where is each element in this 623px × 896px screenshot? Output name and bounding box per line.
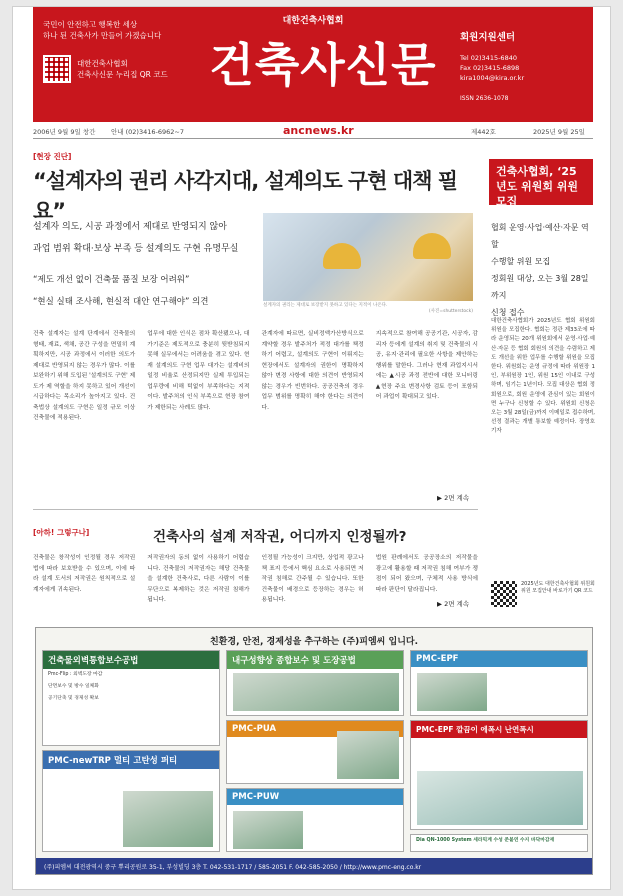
newspaper-title: 건축사신문 bbox=[209, 38, 437, 92]
quote-2: “현실 실태 조사해, 현실적 대안 연구해야” 의견 bbox=[33, 297, 209, 307]
ad-product-image bbox=[123, 791, 213, 847]
ad-product-title: PMC-EPF bbox=[411, 651, 587, 667]
ad-product-box bbox=[42, 650, 220, 746]
contact-fax: Fax 02)3415-6898 bbox=[460, 64, 520, 72]
ad-product-image bbox=[233, 673, 399, 711]
ad-product-image bbox=[233, 811, 303, 849]
article2-headline[interactable]: 건축사의 설계 저작권, 어디까지 인정될까? bbox=[153, 529, 407, 545]
body-col-1: 건축 설계자는 설계 단계에서 건축물의 형태, 재료, 색채, 공간 구성을 면밀히 계획하지만, 시공 과정에서 이러한 의도가 제대로 반영되지 않는 경우가 많다. 이를 보완하기 위해 도입된 '설계의도 구현' 제도가 제 역할을 하지 못하고 있어 개선이 시급하다는 목소리가 높아지고 있다. 건축법상 설계의도 구현은 일정 규모 이상 건축물에 적용된다. bbox=[33, 331, 136, 421]
ad-product-box bbox=[226, 788, 404, 852]
article-tag: [현장 진단] bbox=[33, 152, 72, 161]
main-headline[interactable]: “설계자의 권리 사각지대, 설계의도 구현 대책 필요” bbox=[33, 169, 458, 223]
sidebar-sub-line: 협회 운영·사업·예산·자문 역할 bbox=[491, 223, 589, 249]
ad-product-image bbox=[417, 771, 583, 825]
continued-link[interactable]: ▶ 2면 계속 bbox=[437, 494, 470, 502]
newspaper-page bbox=[12, 6, 611, 890]
publisher-name: 대한건축사협회 bbox=[282, 16, 344, 26]
ad-product-box bbox=[42, 750, 220, 852]
ad-footer[interactable]: (주)피엠씨 대전광역시 중구 뿌리공원로 35-1, 부성빌딩 3층 T. 042-531-1717 / 585-2051 F. 042-585-2050 / http://www.pmc-eng.co.kr bbox=[36, 858, 592, 874]
contact-tel: Tel 02)3415-6840 bbox=[460, 54, 517, 62]
body-col-4: 지속적으로 참여해 공공기관, 시공자, 감리자 등에게 설계의 취지 및 건축물의 시공, 유지·관리에 필요한 사항을 제안하는 행위를 말한다. 그러나 현재 과업지시서에는 ▲시공 과정 전반에 대한 모니터링 ▲현장 주요 변경사항 검토 등이 포함되어 과업이 확대되고 있다. bbox=[375, 331, 478, 400]
info-phone: 안내 (02)3416-6962~7 bbox=[111, 128, 184, 136]
info-bar bbox=[33, 125, 593, 139]
ad-product-title: PMC-EPF 깔끔이 에폭시 난연폭시 bbox=[411, 721, 587, 738]
caption-credit: (사진=shutterstock) bbox=[428, 309, 473, 314]
article-photo bbox=[263, 213, 473, 301]
slogan-line-2: 하나 된 건축사가 만들어 가겠습니다 bbox=[43, 31, 162, 40]
caption-text: 설계자의 권리는 제대로 보장받지 못하고 있다는 지적이 나온다. bbox=[263, 303, 388, 308]
ad-product-box bbox=[226, 720, 404, 784]
ad-title: 친환경, 안전, 경제성을 추구하는 (주)피엠씨 입니다. bbox=[209, 637, 419, 647]
article2-body bbox=[33, 553, 478, 606]
ad-product-image bbox=[337, 731, 399, 779]
ad-product-title: 내구성향상 종합보수 및 도장공법 bbox=[227, 651, 403, 669]
site-link[interactable]: ancnews.kr bbox=[283, 124, 354, 137]
advertisement[interactable] bbox=[35, 627, 593, 875]
masthead-slogan bbox=[43, 19, 203, 83]
ad-product-title: PMC-newTRP 멀티 고탄성 퍼티 bbox=[43, 751, 219, 769]
hardhat-icon bbox=[323, 243, 361, 269]
sidebar-headline[interactable]: 건축사협회, ‘25년도 위원회 위원 모집 bbox=[489, 159, 593, 205]
contact-box bbox=[460, 29, 585, 102]
qr-code-icon[interactable] bbox=[43, 55, 71, 83]
ad-product-title: Dia QN-1000 System 세라믹계 수성 준불연 수지 바닥마감재 bbox=[416, 838, 555, 843]
sidebar-sub-line: 신청 접수 bbox=[491, 308, 525, 317]
body-col-3: 관계자에 따르면, 실비정액가산방식으로 계약할 경우 발주처가 적정 대가를 책정하기 어렵고, 설계의도 구현이 이뤄지는 현장에서도 설계자의 권한이 명확하지 않아 변경 사항에 대한 의견이 반영되지 않는 경우가 빈번하다. 공공건축의 경우 업무 범위를 명확히 해야 한다는 의견이다. bbox=[261, 331, 364, 411]
divider bbox=[33, 509, 478, 510]
photo-caption bbox=[263, 303, 473, 315]
qr-label-2: 건축사신문 누리집 QR 코드 bbox=[77, 70, 168, 79]
ad-product-title: 건축물외벽통합보수공법 bbox=[43, 651, 219, 669]
sidebar-sub-line: 수행할 위원 모집 bbox=[491, 257, 551, 266]
body-col-1: 건축물은 창작성이 인정될 경우 저작권법에 따라 보호받을 수 있으며, 이에 따라 설계 도서의 저작권은 원칙적으로 설계자에게 귀속된다. bbox=[33, 555, 136, 593]
body-col-4: 법원 판례에서도 공공장소의 저작물을 광고에 활용할 때 저작권 침해 여부가 쟁점이 되어 왔으며, 구체적 사용 방식에 따라 판단이 달라집니다. bbox=[375, 555, 478, 593]
body-col-2: 업무에 대한 인식은 점차 확산됐으나, 대가기준은 제도적으로 충분히 뒷받침되지 못해 실무에서는 어려움을 겪고 있다. 현재 설계의도 구현 업무 대가는 설계비의 일정 비율로 산정되지만 실제 투입되는 업무량에 비해 턱없이 부족하다는 지적이다. 발주처의 인식 부족으로 현장 참여가 제한되는 사례도 많다. bbox=[147, 331, 250, 411]
issn: ISSN 2636-1078 bbox=[460, 95, 509, 102]
ad-product-box bbox=[410, 650, 588, 716]
subheadline-2: 과업 범위 확대·보상 부족 등 설계의도 구현 유명무실 bbox=[33, 244, 239, 254]
contact-heading: 회원지원센터 bbox=[460, 32, 516, 43]
qr-label-1: 대한건축사협회 bbox=[77, 59, 128, 68]
ad-line: 공기단축 및 경제성 확보 bbox=[48, 696, 99, 701]
body-col-3: 인정될 가능성이 크지만, 상업적 광고나 책 표지 등에서 핵심 요소로 사용되면 저작권 침해로 간주될 수 있습니다. 또한 건축물이 배경으로 등장하는 경우는 허용됩니다. bbox=[261, 555, 364, 603]
contact-email[interactable]: kira1004@kira.or.kr bbox=[460, 74, 525, 82]
sidebar-qr-text: 2025년도 대한건축사협회 위원회 위원 모집안내 바로가기 QR 코드 bbox=[521, 581, 595, 594]
issue-date: 2025년 9월 25일 bbox=[533, 128, 585, 136]
ad-product-box bbox=[226, 650, 404, 716]
quote-1: “제도 개선 없이 건축물 품질 보장 어려워” bbox=[33, 275, 190, 285]
sidebar-sub-line: 정회원 대상, 오는 3월 28일까지 bbox=[491, 274, 589, 300]
masthead bbox=[33, 7, 593, 122]
sidebar-qr[interactable] bbox=[491, 581, 595, 607]
sidebar-subheads bbox=[491, 219, 595, 321]
ad-product-box bbox=[410, 834, 588, 852]
slogan-line-1: 국민이 안전하고 행복한 세상 bbox=[43, 20, 138, 29]
qr-code-icon[interactable] bbox=[491, 581, 517, 607]
body-col-2: 저작권자의 동의 없이 사용하기 어렵습니다. 건축물의 저작권자는 해당 건축물을 설계한 건축사로, 다른 사람이 이를 무단으로 복제하는 것은 저작권 침해가 됩니다. bbox=[147, 555, 250, 603]
ad-product-title: PMC-PUA bbox=[227, 721, 403, 737]
founded-date: 2006년 9월 9일 창간 bbox=[33, 128, 96, 136]
subheadline-1: 설계자 의도, 시공 과정에서 제대로 반영되지 않아 bbox=[33, 222, 227, 232]
article-body bbox=[33, 329, 478, 424]
issue-number: 제442호 bbox=[471, 128, 496, 136]
hardhat-icon bbox=[413, 233, 451, 259]
ad-line: Pmc-Flip : 외벽도장 마감 bbox=[48, 672, 103, 677]
ad-product-image bbox=[417, 673, 487, 711]
article2-tag: [아하! 그렇구나] bbox=[33, 528, 90, 537]
sidebar-body: 대한건축사협회가 2025년도 협회 위원회 위원을 모집한다. 협회는 정관 제33조에 따라 운영되는 20개 위원회에서 운영·사업·예산·자문 등 협회 회원의 의견을 수렴하고 제도 개선을 위한 업무를 수행할 위원을 모집한다. 위원회는 운영 규정에 따라 위원장 1인, 부위원장 1인, 위원 15인 이내로 구성하며, 임기는 1년이다. 모집 대상은 협회 정회원으로, 회원 운영에 관심이 있는 회원이면 누구나 신청할 수 있다. 위원회 신청은 오는 3월 28일(금)까지 이메일로 접수하며, 선정 결과는 개별 통보할 예정이다. 장영호 기자 bbox=[491, 318, 595, 435]
ad-line: 단면보수 및 방수 일체화 bbox=[48, 684, 99, 689]
ad-product-title: PMC-PUW bbox=[227, 789, 403, 805]
continued-link[interactable]: ▶ 2면 계속 bbox=[437, 600, 470, 608]
ad-product-box bbox=[410, 720, 588, 830]
